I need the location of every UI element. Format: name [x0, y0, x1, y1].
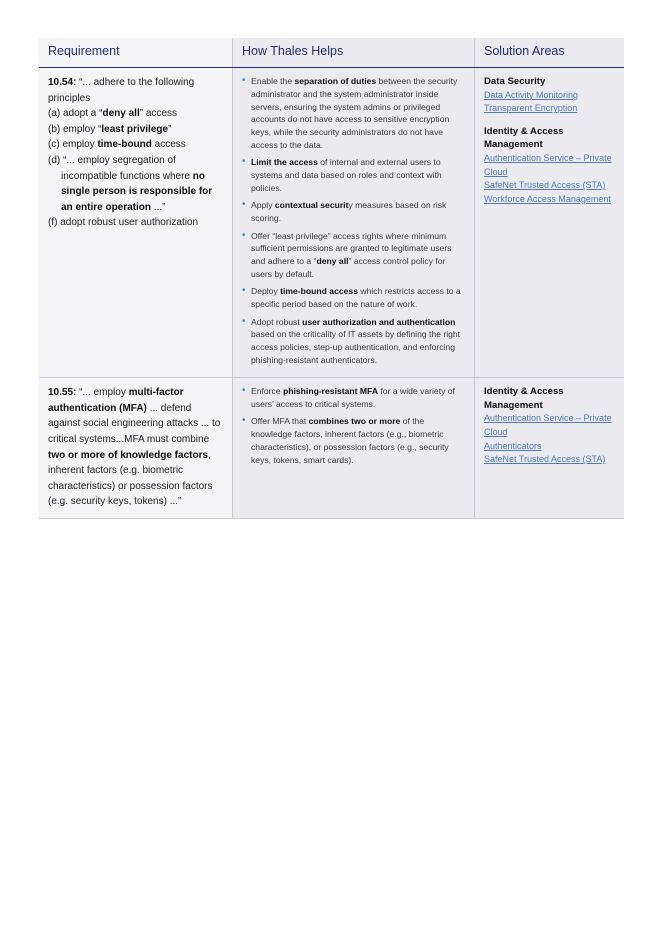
help-list: [242, 75, 466, 367]
requirement-cell: 10.55: “... employ multi-factor authentication (MFA) ... defend against social engineering attacks ... to critical systems...MFA must combine two or more of knowledge factors, inherent factors (e.g. biometric characteristics) or possession factors (e.g. security keys, tokens) ...”: [39, 378, 232, 518]
list-item: • Offer “least privilege” access rights where minimum sufficient permissions are granted to legitimate users and adhere to a “deny all” access control policy for users by default.: [242, 230, 466, 281]
solution-areas-cell: [475, 378, 624, 518]
requirement-cell: 10.54: “... adhere to the following principles (a) adopt a “deny all” access (b) employ “least privilege” (c) employ time-bound access (d) “... employ segregation of incompatible functions where no single person is responsible for an entire operation ...” (f) adopt robust user authorization: [39, 68, 232, 377]
list-item: • Apply contextual security measures based on risk scoring.: [242, 199, 466, 225]
table-row: [39, 68, 624, 378]
solution-group-title: Data Security: [484, 76, 546, 87]
list-item: • Enforce phishing-resistant MFA for a wide variety of users’ access to critical systems.: [242, 385, 466, 411]
link-safenet-trusted-access[interactable]: SafeNet Trusted Access (STA): [484, 180, 606, 191]
table-row: [39, 378, 624, 519]
link-data-activity-monitoring[interactable]: Data Activity Monitoring: [484, 89, 579, 100]
how-thales-helps-cell: [232, 378, 475, 518]
solution-areas-cell: [475, 68, 624, 377]
link-workforce-access-management[interactable]: Workforce Access Management: [484, 193, 611, 204]
solution-group-title: Identity & Access Management: [484, 386, 564, 411]
list-item: • Deploy time-bound access which restricts access to a specific period based on the nature of work.: [242, 285, 466, 311]
link-transparent-encryption[interactable]: Transparent Encryption: [484, 103, 578, 114]
link-authentication-service-private-cloud[interactable]: Authentication Service – Private Cloud: [484, 413, 612, 438]
list-item: • Limit the access of internal and external users to systems and data based on roles and context with policies.: [242, 156, 466, 194]
link-authentication-service-private-cloud[interactable]: Authentication Service – Private Cloud: [484, 152, 612, 177]
how-thales-helps-cell: [232, 68, 475, 377]
help-list: [242, 385, 466, 466]
list-item: • Enable the separation of duties between the security administrator and the system administrator inside servers, ensuring the system admins or privileged accounts do not have access to sensitive encryption keys, while the security administrators do not have access to the data.: [242, 75, 466, 152]
list-item: • Offer MFA that combines two or more of the knowledge factors, inherent factors (e.g., biometric characteristics), or possession factors (e.g., security keys, tokens, smart cards).: [242, 415, 466, 466]
list-item: • Adopt robust user authorization and authentication based on the criticality of IT assets by defining the right access policies, step-up authentication, and enforcing phishing-resistant authenticators.: [242, 316, 466, 367]
header-solution-areas: Solution Areas: [475, 38, 624, 67]
link-safenet-trusted-access[interactable]: SafeNet Trusted Access (STA): [484, 454, 606, 465]
requirements-table: [39, 38, 624, 519]
header-how-thales-helps: How Thales Helps: [232, 38, 475, 67]
requirement-id: 10.54:: [48, 77, 77, 88]
table-header: [39, 38, 624, 68]
header-requirement: Requirement: [39, 38, 232, 67]
solution-group-title: Identity & Access Management: [484, 125, 564, 151]
requirement-id: 10.55:: [48, 387, 77, 399]
link-authenticators[interactable]: Authenticators: [484, 440, 542, 451]
